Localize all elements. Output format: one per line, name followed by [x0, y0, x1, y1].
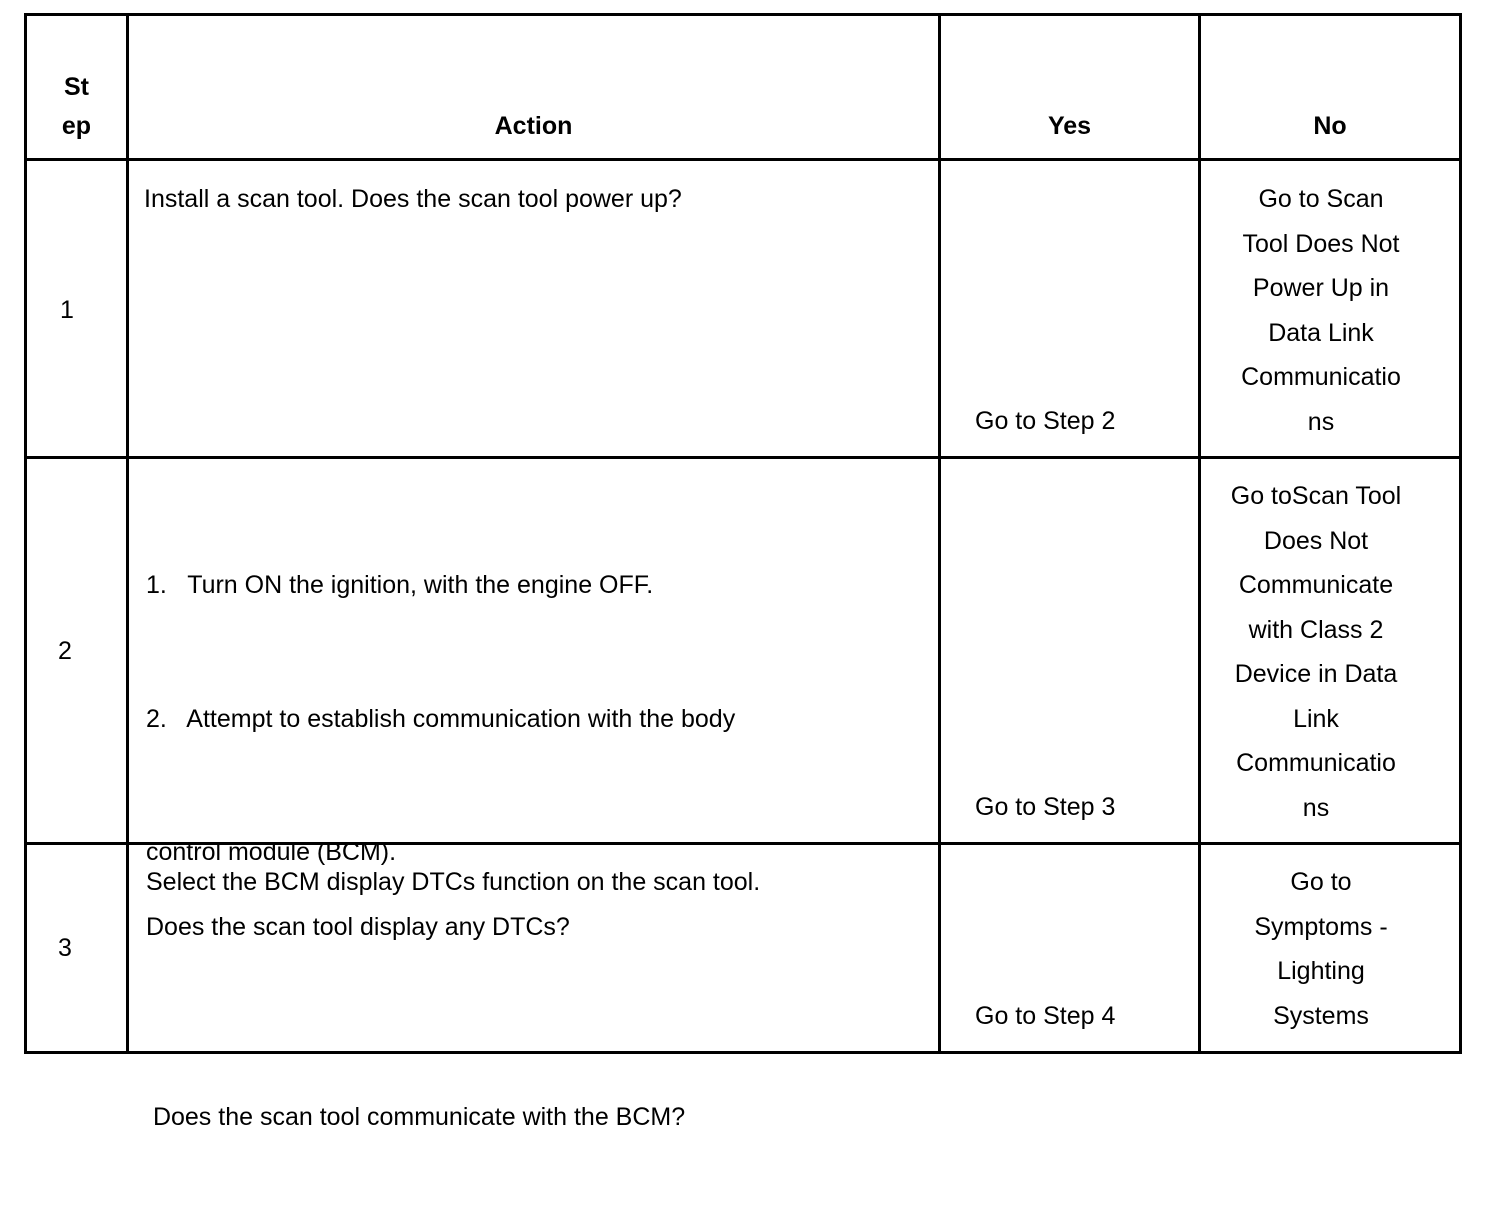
row-2-no-line-2: Does Not	[1263, 526, 1369, 555]
row-2-action-line-4	[146, 964, 735, 1006]
row-2-no-line-8: ns	[1302, 793, 1330, 822]
table-border-top	[24, 13, 1462, 16]
row-2-no-line-1: Go toScan Tool	[1230, 482, 1402, 510]
header-step-line-2: ep	[61, 112, 92, 140]
row-1-yes: Go to Step 2	[975, 407, 1116, 435]
row-1-action-line-1: Install a scan tool. Does the scan tool power up?	[144, 185, 682, 213]
row-2-action-line-3: control module (BCM).	[146, 838, 397, 866]
row-3-no-line-3: Lighting	[1277, 957, 1365, 985]
row-1-no-line-2: Tool Does Not	[1242, 229, 1400, 258]
row-1-no-line-1: Go to Scan	[1258, 185, 1384, 213]
row-2-no-line-7: Communicatio	[1236, 749, 1396, 777]
row-divider-header	[24, 158, 1462, 161]
row-3-action	[146, 860, 760, 949]
row-2-action-line-1: 1. Turn ON the ignition, with the engine OFF.	[146, 571, 654, 599]
row-1-no	[1201, 177, 1441, 444]
row-2-action-line-5: Does the scan tool communicate with the BCM?	[146, 1102, 686, 1131]
row-divider-1	[24, 456, 1462, 459]
row-3-no-line-1: Go to	[1290, 868, 1352, 896]
header-step-line-1: St	[64, 73, 89, 101]
row-2-step: 2	[58, 637, 72, 665]
row-2-no	[1201, 474, 1431, 830]
column-divider-step	[126, 13, 129, 1054]
row-3-step: 3	[58, 934, 72, 962]
row-1-step: 1	[60, 296, 74, 324]
row-2-no-line-4: with Class 2	[1248, 615, 1384, 644]
table-border-left	[24, 13, 27, 1054]
row-1-no-line-5: Communicatio	[1241, 363, 1401, 391]
row-2-action	[146, 474, 735, 1228]
header-no: No	[1313, 112, 1347, 140]
row-1-no-line-4: Data Link	[1268, 318, 1374, 347]
row-2-no-line-5: Device in Data	[1234, 660, 1398, 688]
row-3-no	[1201, 860, 1441, 1038]
row-3-yes: Go to Step 4	[975, 1002, 1116, 1030]
row-3-action-line-2: Does the scan tool display any DTCs?	[146, 912, 570, 941]
row-2-yes: Go to Step 3	[975, 793, 1116, 821]
column-divider-action	[938, 13, 941, 1054]
row-1-no-line-6: ns	[1307, 407, 1335, 436]
row-2-no-line-6: Link	[1293, 704, 1339, 733]
table-border-right	[1459, 13, 1462, 1054]
header-yes: Yes	[1047, 112, 1092, 140]
header-step	[27, 68, 126, 146]
row-3-action-line-1: Select the BCM display DTCs function on the scan tool.	[146, 868, 761, 896]
row-1-no-line-3: Power Up in	[1252, 274, 1390, 302]
row-3-no-line-2: Symptoms -	[1254, 912, 1388, 941]
row-1-action	[144, 177, 682, 222]
row-3-no-line-4: Systems	[1273, 1001, 1369, 1030]
header-action: Action	[494, 112, 573, 140]
row-2-no-line-3: Communicate	[1238, 571, 1394, 599]
row-2-action-line-2: 2. Attempt to establish communication with the body	[146, 704, 736, 733]
